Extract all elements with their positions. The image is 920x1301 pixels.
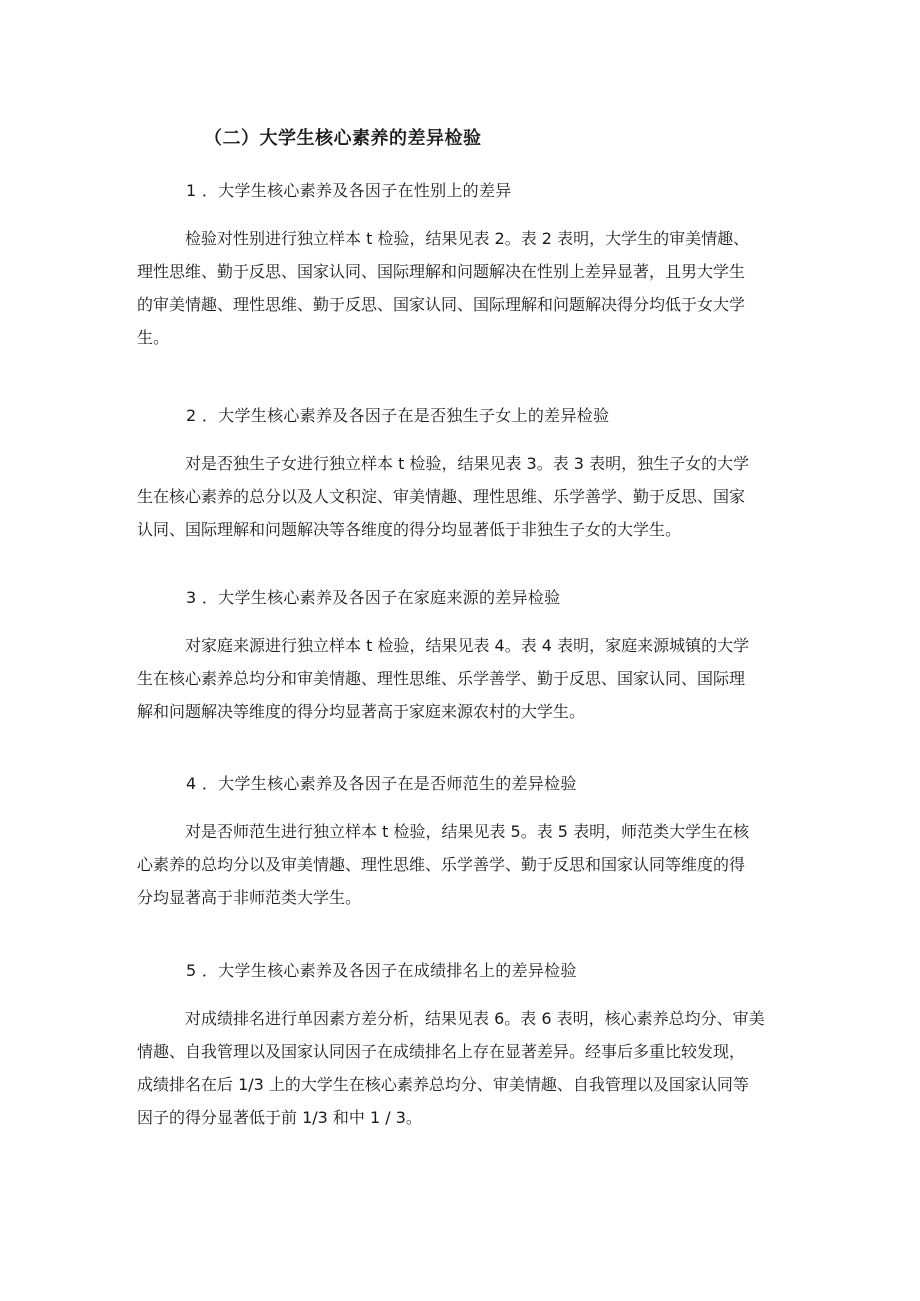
paragraph-line: 心素养的总均分以及审美情趣、理性思维、乐学善学、勤于反思和国家认同等维度的得 [137, 855, 746, 874]
paragraph-line: 因子的得分显著低于前 1/3 和中 1 / 3。 [137, 1108, 422, 1127]
paragraph-family-origin [137, 629, 787, 728]
paragraph-line: 对家庭来源进行独立样本 t 检验，结果见表 4。表 4 表明，家庭来源城镇的大学 [185, 636, 750, 655]
subheading-grade-rank: 5 ．大学生核心素养及各因子在成绩排名上的差异检验 [186, 961, 577, 980]
paragraph-line: 对是否独生子女进行独立样本 t 检验，结果见表 3。表 3 表明，独生子女的大学 [185, 454, 750, 473]
paragraph-normal-student [137, 815, 787, 914]
paragraph-line: 成绩排名在后 1/3 上的大学生在核心素养总均分、审美情趣、自我管理以及国家认同等 [137, 1075, 749, 1094]
paragraph-line: 检验对性别进行独立样本 t 检验，结果见表 2。表 2 表明，大学生的审美情趣、 [185, 229, 750, 248]
paragraph-line: 的审美情趣、理性思维、勤于反思、国家认同、国际理解和问题解决得分均低于女大学 [137, 295, 746, 314]
paragraph-only-child [137, 447, 787, 546]
paragraph-line: 解和问题解决等维度的得分均显著高于家庭来源农村的大学生。 [137, 702, 586, 721]
paragraph-line: 情趣、自我管理以及国家认同因子在成绩排名上存在显著差异。经事后多重比较发现， [137, 1042, 746, 1061]
paragraph-line: 生在核心素养总均分和审美情趣、理性思维、乐学善学、勤于反思、国家认同、国际理 [137, 669, 746, 688]
paragraph-line: 生。 [137, 328, 170, 347]
paragraph-line: 对成绩排名进行单因素方差分析，结果见表 6。表 6 表明，核心素养总均分、审美 [185, 1009, 765, 1028]
paragraph-line: 分均显著高于非师范类大学生。 [137, 888, 362, 907]
paragraph-line: 认同、国际理解和问题解决等各维度的得分均显著低于非独生子女的大学生。 [137, 520, 682, 539]
subheading-normal-student: 4 ．大学生核心素养及各因子在是否师范生的差异检验 [186, 774, 577, 793]
subheading-only-child: 2 ．大学生核心素养及各因子在是否独生子女上的差异检验 [186, 406, 610, 425]
section-title: （二）大学生核心素养的差异检验 [204, 128, 482, 149]
paragraph-line: 对是否师范生进行独立样本 t 检验，结果见表 5。表 5 表明，师范类大学生在核 [185, 822, 750, 841]
paragraph-line: 生在核心素养的总分以及人文积淀、审美情趣、理性思维、乐学善学、勤于反思、国家 [137, 487, 746, 506]
paragraph-gender [137, 222, 787, 354]
paragraph-grade-rank [137, 1002, 787, 1134]
subheading-family-origin: 3 ．大学生核心素养及各因子在家庭来源的差异检验 [186, 588, 561, 607]
paragraph-line: 理性思维、勤于反思、国家认同、国际理解和问题解决在性别上差异显著，且男大学生 [137, 262, 746, 281]
subheading-gender: 1 ．大学生核心素养及各因子在性别上的差异 [186, 181, 512, 200]
